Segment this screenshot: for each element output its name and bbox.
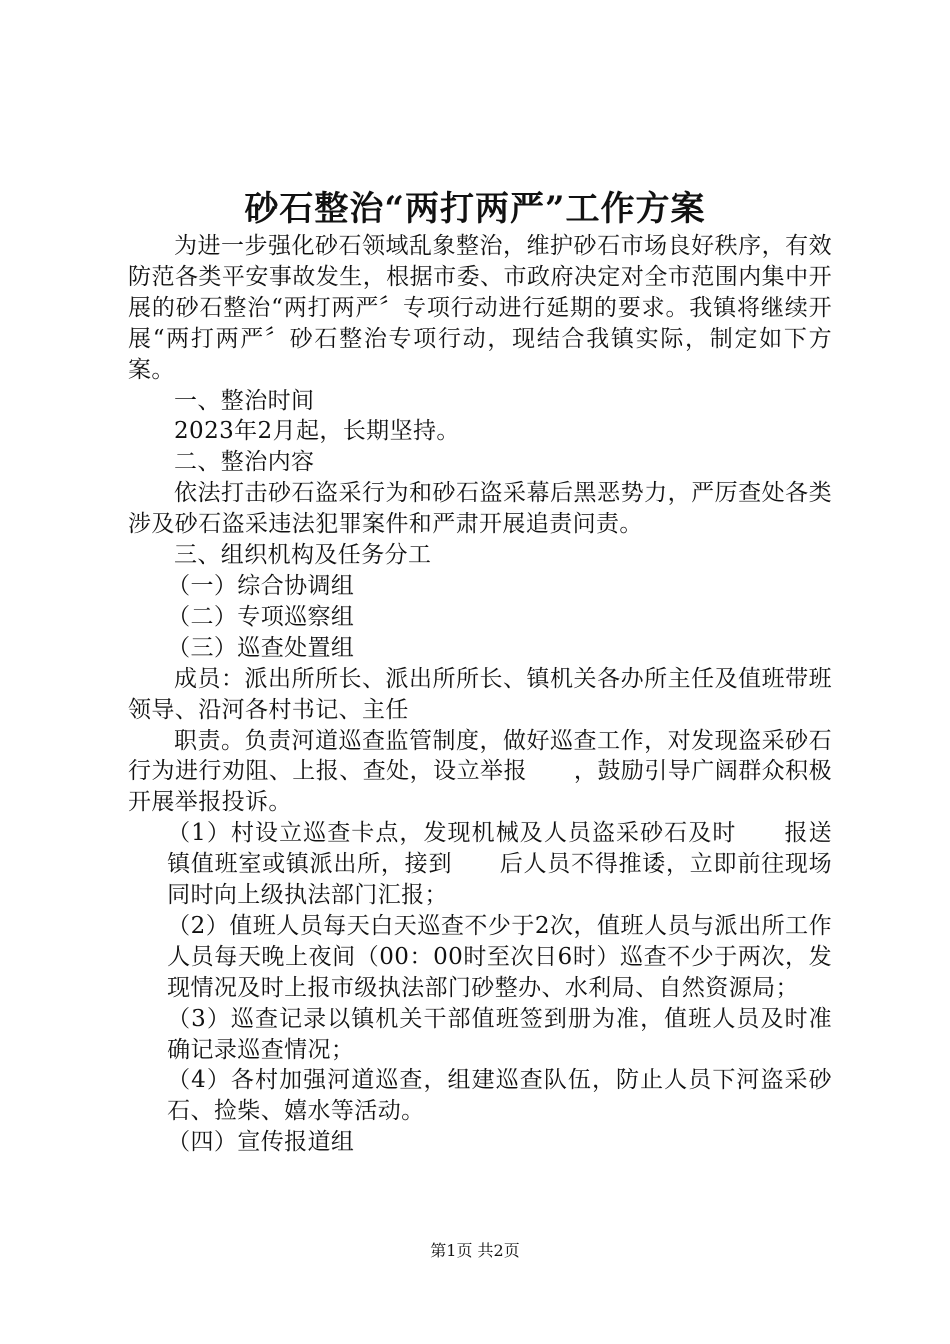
list-item-4: （4）各村加强河道巡查，组建巡查队伍，防止人员下河盗采砂石、捡柴、嬉水等活动。 <box>167 1067 832 1125</box>
document-title: 砂石整治“两打两严”工作方案 <box>244 189 706 229</box>
section-heading-organization: 三、组织机构及任务分工 <box>174 542 432 569</box>
subheading-inspection-group: （二）专项巡察组 <box>167 603 355 630</box>
list-item-2: （2）值班人员每天白天巡查不少于2次，值班人员与派出所工作人员每天晚上夜间（00：00时至次日6时）巡查不少于两次，发现情况及时上报市级执法部门砂整办、水利局、自然资源局； <box>167 912 832 1001</box>
section-heading-time: 一、整治时间 <box>174 387 315 414</box>
page-footer: 第1页 共2页 <box>430 1241 520 1260</box>
paragraph-duties: 职责。负责河道巡查监管制度，做好巡查工作，对发现盗采砂石行为进行劝阻、上报、查处，设立举报 ，鼓励引导广阔群众积极开展举报投诉。 <box>128 727 832 816</box>
list-item-1: （1）村设立巡查卡点，发现机械及人员盗采砂石及时 报送镇值班室或镇派出所，接到 后人员不得推诿，立即前往现场同时向上级执法部门汇报； <box>167 820 832 909</box>
paragraph-content: 依法打击砂石盗采行为和砂石盗采幕后黑恶势力，严厉查处各类涉及砂石盗采违法犯罪案件和严肃开展追责问责。 <box>128 480 832 538</box>
section-heading-content: 二、整治内容 <box>174 449 315 476</box>
subheading-patrol-group: （三）巡查处置组 <box>167 634 355 661</box>
document-body <box>128 231 832 1158</box>
paragraph-members: 成员：派出所所长、派出所所长、镇机关各办所主任及值班带班领导、沿河各村书记、主任 <box>128 665 832 723</box>
paragraph-time: 2023年2月起，长期坚持。 <box>174 418 460 445</box>
subheading-publicity-group: （四）宣传报道组 <box>167 1129 355 1156</box>
subheading-coordination-group: （一）综合协调组 <box>167 572 355 599</box>
paragraph-intro: 为进一步强化砂石领域乱象整治，维护砂石市场良好秩序，有效防范各类平安事故发生，根据市委、市政府决定对全市范围内集中开展的砂石整治“两打两严〞专项行动进行延期的要求。我镇将继续开展“两打两严〞砂石整治专项行动，现结合我镇实际，制定如下方案。 <box>128 233 832 383</box>
list-item-3: （3）巡查记录以镇机关干部值班签到册为准，值班人员及时准确记录巡查情况； <box>167 1005 832 1063</box>
